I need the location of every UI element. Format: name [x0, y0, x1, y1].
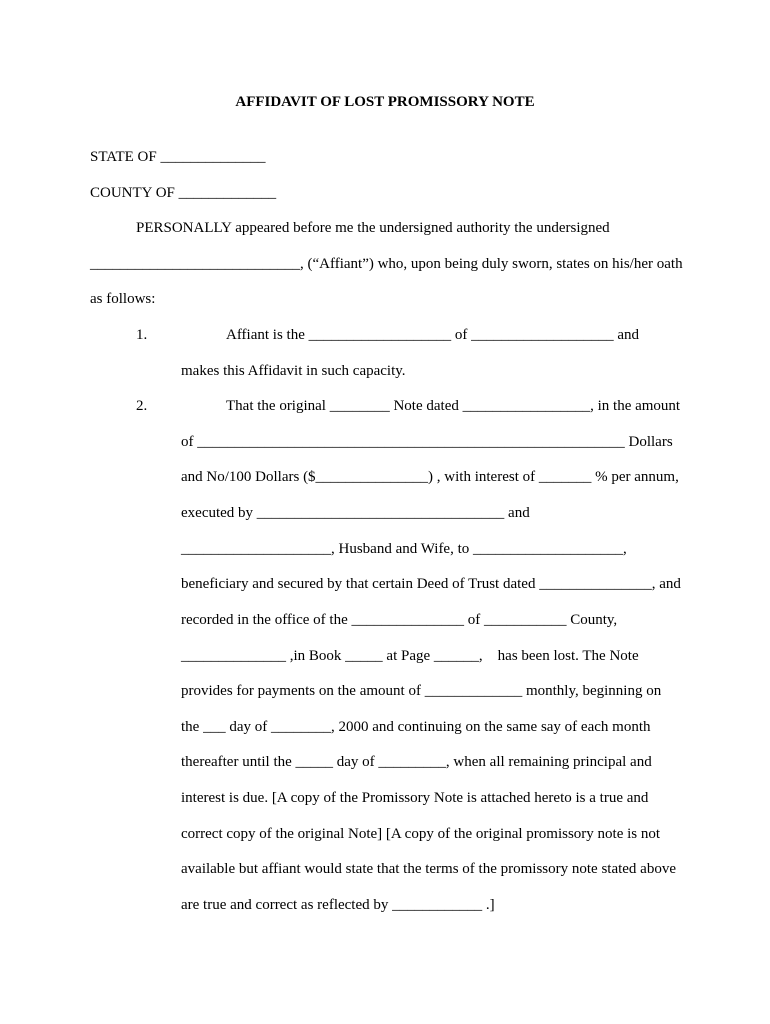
item-line: beneficiary and secured by that certain Deed of Trust dated _______________, and: [181, 576, 681, 592]
item-line: correct copy of the original Note] [A copy of the original promissory note is not: [181, 826, 661, 842]
item-line: Affiant is the ___________________ of ___________________ and: [226, 327, 640, 343]
item-line: executed by _________________________________ and: [181, 505, 530, 521]
county-field-line: COUNTY OF _____________: [90, 185, 277, 201]
item-line: ______________ ,in Book _____ at Page ______, has been lost. The Note: [181, 648, 639, 664]
item-line: recorded in the office of the _______________ of ___________ County,: [181, 612, 618, 628]
document-title: AFFIDAVIT OF LOST PROMISSORY NOTE: [235, 94, 535, 110]
item-line: ____________________, Husband and Wife, to ____________________,: [181, 541, 627, 557]
intro-line: as follows:: [90, 291, 156, 307]
item-line: and No/100 Dollars ($_______________) , with interest of _______ % per annum,: [181, 469, 679, 485]
item-number: 1.: [136, 327, 148, 343]
item-number: 2.: [136, 398, 148, 414]
item-line: makes this Affidavit in such capacity.: [181, 363, 406, 379]
item-line: available but affiant would state that the terms of the promissory note stated above: [181, 861, 676, 877]
item-line: the ___ day of ________, 2000 and continuing on the same say of each month: [181, 719, 651, 735]
item-line: provides for payments on the amount of _____________ monthly, beginning on: [181, 683, 662, 699]
state-field-line: STATE OF ______________: [90, 149, 266, 165]
intro-line: PERSONALLY appeared before me the undersigned authority the undersigned: [136, 220, 610, 236]
item-line: are true and correct as reflected by ____________ .]: [181, 897, 495, 913]
item-line: That the original ________ Note dated _________________, in the amount: [226, 398, 681, 414]
item-line: interest is due. [A copy of the Promissory Note is attached hereto is a true and: [181, 790, 649, 806]
intro-line: ____________________________, (“Affiant”) who, upon being duly sworn, states on his/her oath: [90, 256, 683, 272]
item-line: of _________________________________________________________ Dollars: [181, 434, 673, 450]
item-line: thereafter until the _____ day of _________, when all remaining principal and: [181, 754, 652, 770]
